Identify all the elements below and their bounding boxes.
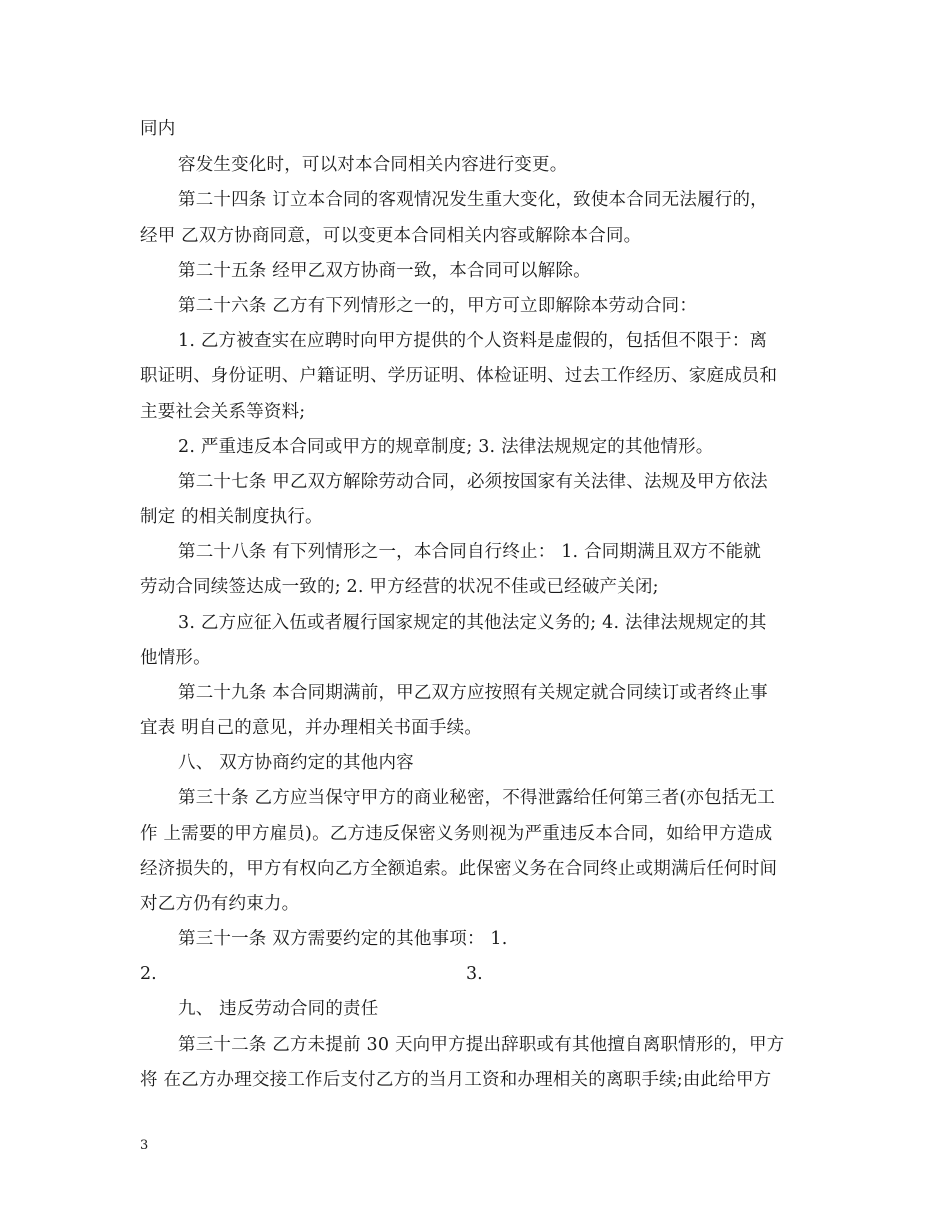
article-24-line: 第二十四条 订立本合同的客观情况发生重大变化，致使本合同无法履行的，	[178, 190, 768, 210]
paragraph-line: 制定 的相关制度执行。	[140, 507, 323, 527]
paragraph-line: 同内	[140, 119, 176, 139]
other-item-3: 3.	[466, 964, 483, 984]
paragraph-line: 经济损失的，甲方有权向乙方全额追索。此保密义务在合同终止或期满后任何时间	[140, 859, 778, 879]
article-32-line: 第三十二条 乙方未提前 30 天向甲方提出辞职或有其他擅自离职情形的，甲方	[178, 1035, 785, 1055]
paragraph-line: 将 在乙方办理交接工作后支付乙方的当月工资和办理相关的离职手续;由此给甲方	[140, 1070, 772, 1090]
article-31-line: 第三十一条 双方需要约定的其他事项： 1.	[178, 929, 508, 949]
article-25-line: 第二十五条 经甲乙双方协商一致，本合同可以解除。	[178, 261, 591, 281]
page-number: 3	[140, 1138, 149, 1153]
other-item-2: 2.	[140, 964, 157, 984]
paragraph-line: 主要社会关系等资料;	[140, 402, 306, 422]
article-27-line: 第二十七条 甲乙双方解除劳动合同，必须按国家有关法律、法规及甲方依法	[178, 472, 768, 492]
list-item-line: 1. 乙方被查实在应聘时向甲方提供的个人资料是虚假的，包括但不限于：离	[178, 331, 768, 351]
paragraph-line: 容发生变化时，可以对本合同相关内容进行变更。	[178, 155, 568, 175]
article-26-line: 第二十六条 乙方有下列情形之一的，甲方可立即解除本劳动合同：	[178, 296, 698, 316]
list-item-line: 2. 严重违反本合同或甲方的规章制度; 3. 法律法规规定的其他情形。	[178, 437, 714, 457]
paragraph-line: 经甲 乙双方协商同意，可以变更本合同相关内容或解除本合同。	[140, 226, 642, 246]
paragraph-line: 对乙方仍有约束力。	[140, 894, 300, 914]
paragraph-line: 宜表 明自己的意见，并办理相关书面手续。	[140, 718, 483, 738]
article-29-line: 第二十九条 本合同期满前，甲乙双方应按照有关规定就合同续订或者终止事	[178, 683, 768, 703]
section-heading: 九、 违反劳动合同的责任	[178, 999, 379, 1019]
paragraph-line: 劳动合同续签达成一致的; 2. 甲方经营的状况不佳或已经破产关闭;	[140, 577, 659, 597]
paragraph-line: 作 上需要的甲方雇员)。乙方违反保密义务则视为严重违反本合同，如给甲方造成	[140, 824, 773, 844]
list-item-line: 3. 乙方应征入伍或者履行国家规定的其他法定义务的; 4. 法律法规规定的其	[178, 613, 767, 633]
paragraph-line: 他情形。	[140, 648, 211, 668]
section-heading: 八、 双方协商约定的其他内容	[178, 753, 414, 773]
article-30-line: 第三十条 乙方应当保守甲方的商业秘密，不得泄露给任何第三者(亦包括无工	[178, 788, 775, 808]
article-28-line: 第二十八条 有下列情形之一，本合同自行终止： 1. 合同期满且双方不能就	[178, 542, 762, 562]
paragraph-line: 职证明、身份证明、户籍证明、学历证明、体检证明、过去工作经历、家庭成员和	[140, 366, 778, 386]
